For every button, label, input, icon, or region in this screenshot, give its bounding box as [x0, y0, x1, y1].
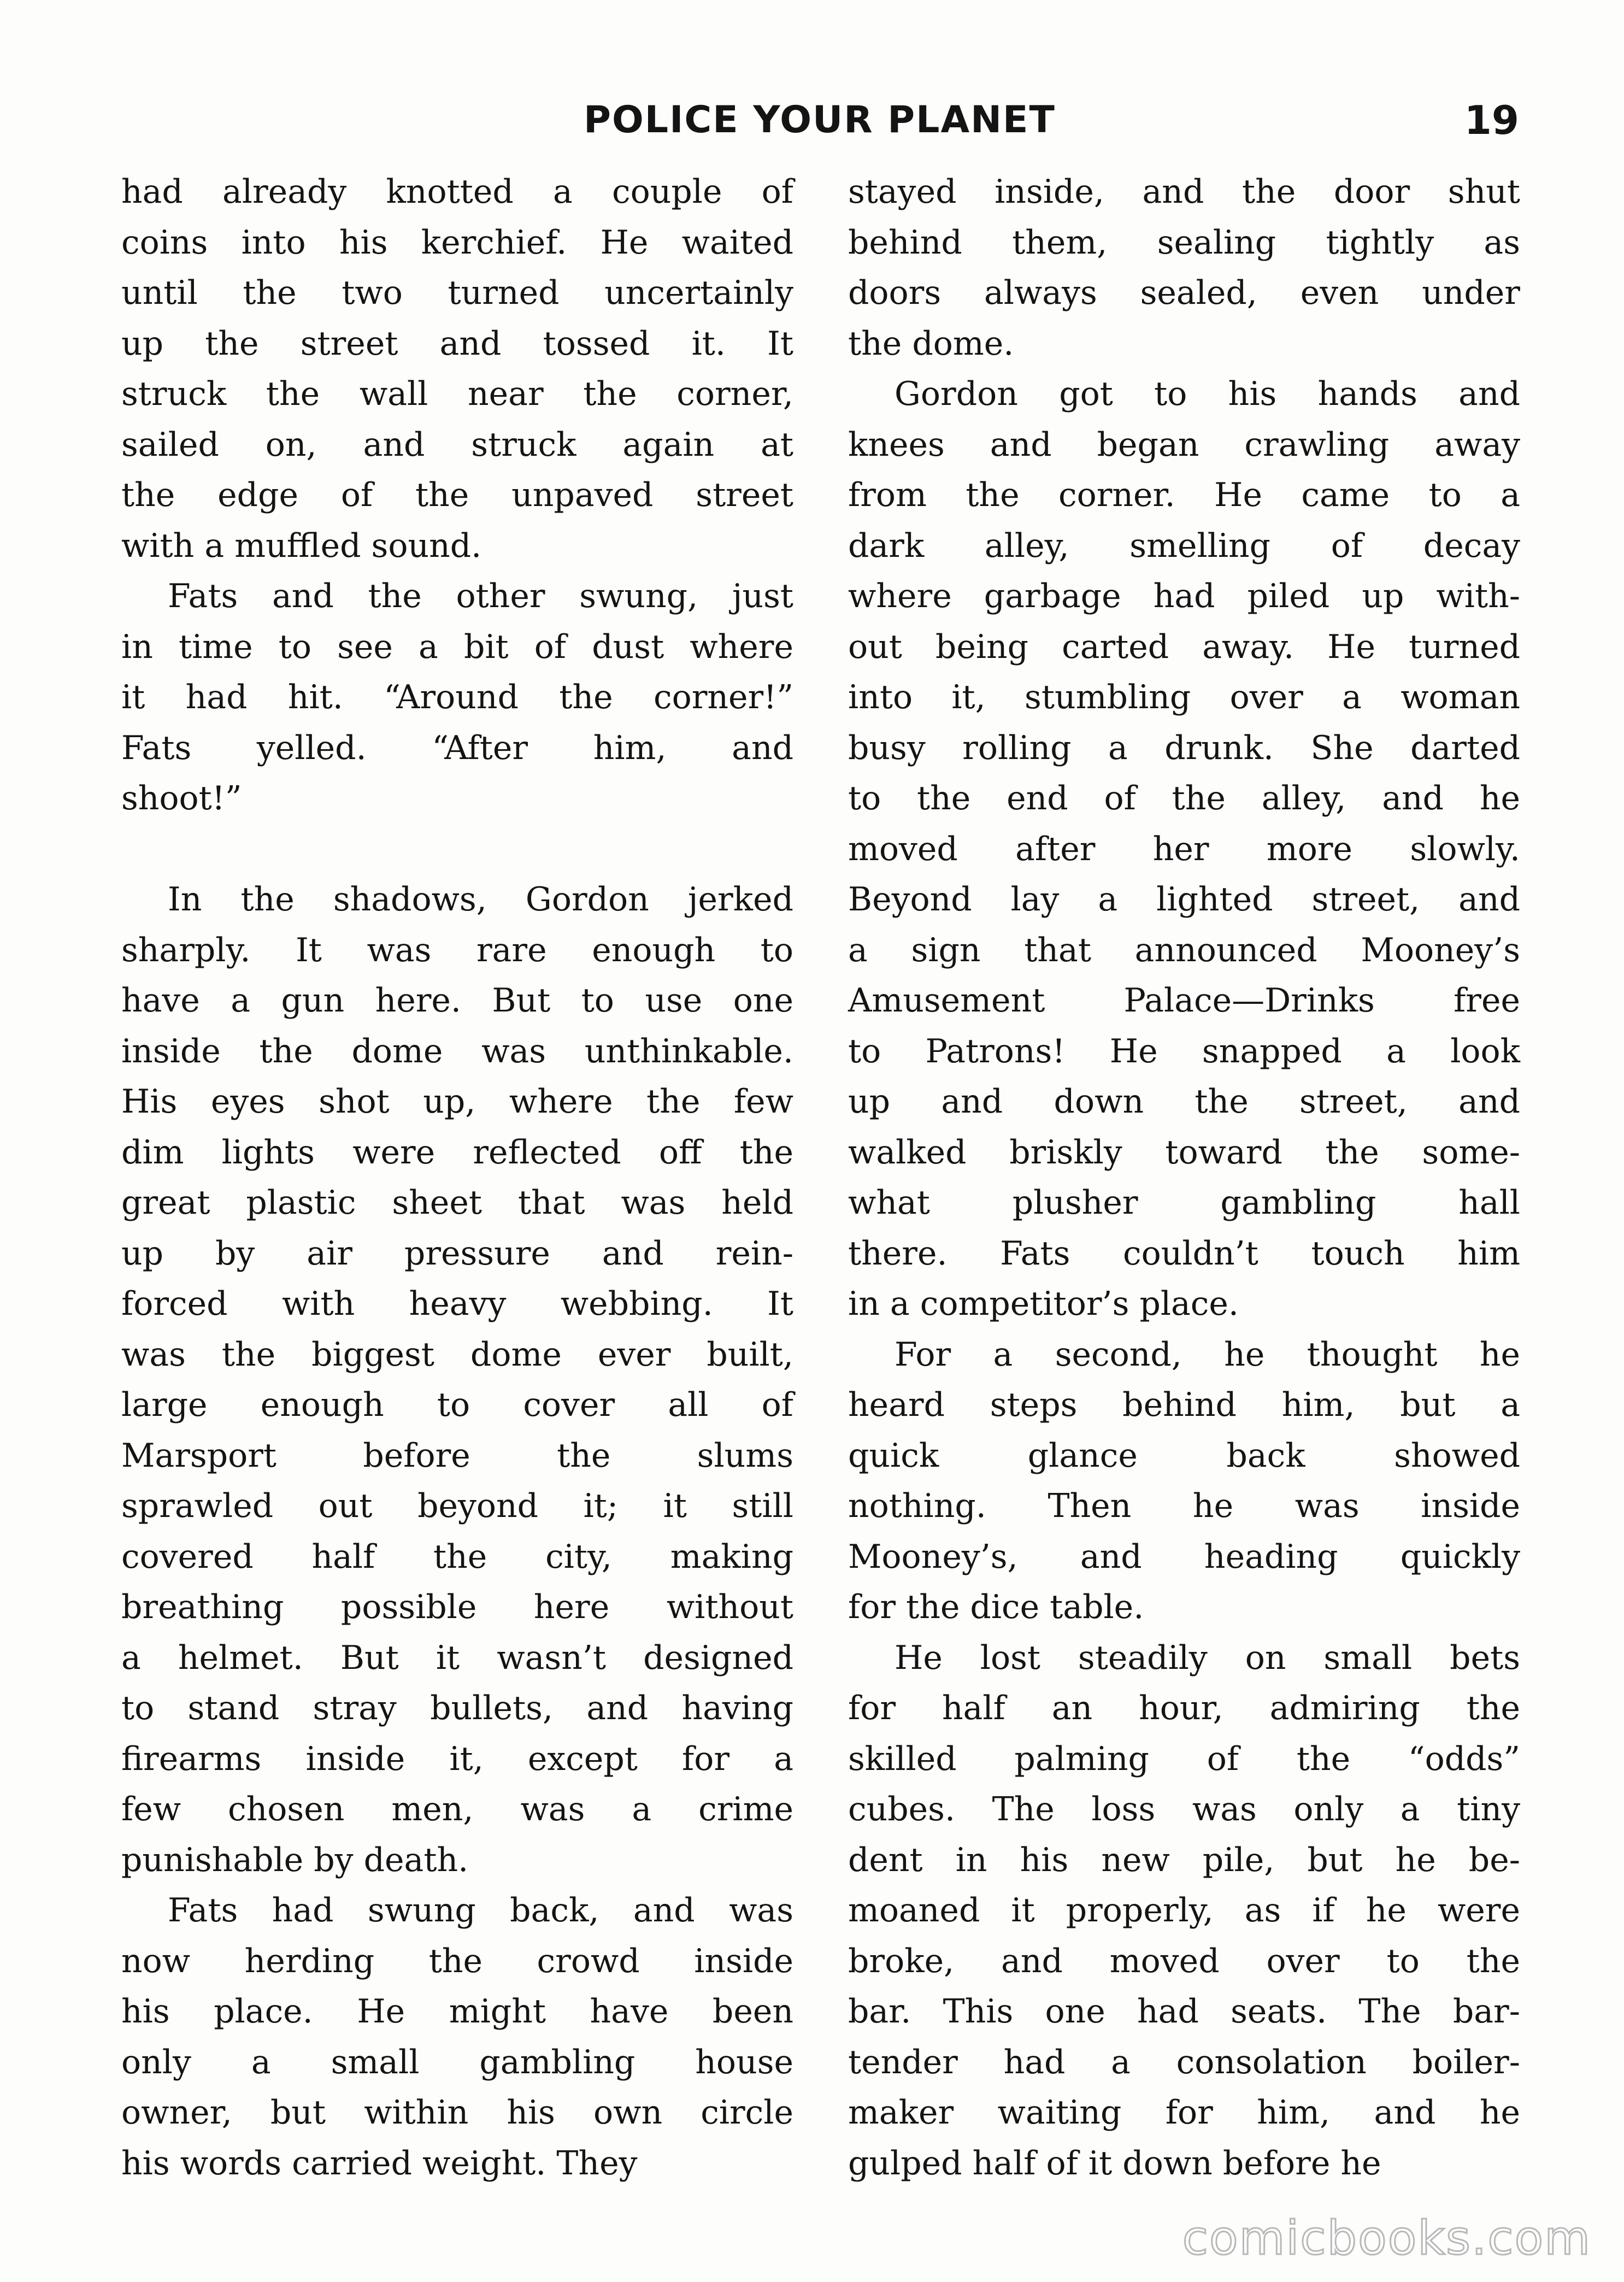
text-line: the edge of the unpaved street: [121, 476, 793, 514]
text-line: behind them, sealing tightly as: [848, 223, 1520, 262]
text-line: moved after her more slowly.: [848, 830, 1520, 868]
text-line: In the shadows, Gordon jerked: [168, 880, 793, 919]
section-break: [121, 824, 793, 875]
text-line: Gordon got to his hands and: [895, 375, 1520, 413]
text-line: punishable by death.: [121, 1840, 469, 1879]
text-line: a sign that announced Mooney’s: [848, 931, 1520, 969]
text-line: from the corner. He came to a: [848, 476, 1520, 514]
text-line: the dome.: [848, 324, 1014, 363]
text-line: had already knotted a couple of: [121, 173, 793, 211]
text-line: Fats had swung back, and was: [168, 1891, 793, 1930]
text-line: what plusher gambling hall: [848, 1184, 1520, 1222]
running-title: POLICE YOUR PLANET: [584, 98, 1056, 142]
text-line: quick glance back showed: [848, 1436, 1520, 1475]
text-line: nothing. Then he was inside: [848, 1487, 1520, 1525]
text-line: his place. He might have been: [121, 1992, 793, 2031]
text-line: firearms inside it, except for a: [121, 1739, 793, 1778]
text-line: inside the dome was unthinkable.: [121, 1032, 793, 1071]
text-line: covered half the city, making: [121, 1537, 793, 1576]
text-line: sailed on, and struck again at: [121, 425, 793, 464]
text-line: His eyes shot up, where the few: [121, 1083, 793, 1121]
text-line: moaned it properly, as if he were: [848, 1891, 1520, 1930]
text-line: only a small gambling house: [121, 2043, 793, 2081]
paragraph: [121, 167, 793, 571]
watermark: comicbooks.com: [1182, 2211, 1591, 2266]
text-line: to the end of the alley, and he: [848, 779, 1520, 817]
text-line: was the biggest dome ever built,: [121, 1335, 793, 1374]
text-line: for half an hour, admiring the: [848, 1689, 1520, 1727]
text-line: it had hit. “Around the corner!”: [121, 678, 793, 716]
text-line: busy rolling a drunk. She darted: [848, 728, 1520, 767]
text-line: He lost steadily on small bets: [895, 1638, 1520, 1677]
text-line: skilled palming of the “odds”: [848, 1739, 1520, 1778]
text-line: where garbage had piled up with-: [848, 577, 1520, 615]
paragraph: [848, 1330, 1520, 1633]
text-line: breathing possible here without: [121, 1588, 793, 1626]
text-line: gulped half of it down before he: [848, 2144, 1381, 2183]
paragraph: [121, 1885, 793, 2189]
paragraph: [848, 167, 1520, 369]
text-line: Mooney’s, and heading quickly: [848, 1537, 1520, 1576]
text-line: bar. This one had seats. The bar-: [848, 1992, 1520, 2031]
text-line: maker waiting for him, and he: [848, 2093, 1520, 2132]
text-line: stayed inside, and the door shut: [848, 173, 1520, 211]
text-line: in a competitor’s place.: [848, 1285, 1239, 1323]
text-line: Beyond lay a lighted street, and: [848, 880, 1520, 919]
text-line: walked briskly toward the some-: [848, 1133, 1520, 1172]
paragraph: [121, 571, 793, 824]
text-line: dark alley, smelling of decay: [848, 526, 1520, 565]
text-line: up the street and tossed it. It: [121, 324, 793, 363]
text-line: forced with heavy webbing. It: [121, 1285, 793, 1323]
text-line: to Patrons! He snapped a look: [848, 1032, 1520, 1071]
text-line: with a muffled sound.: [121, 526, 482, 565]
text-line: until the two turned uncertainly: [121, 274, 793, 312]
text-line: now herding the crowd inside: [121, 1942, 793, 1980]
text-line: Marsport before the slums: [121, 1436, 793, 1475]
text-line: dent in his new pile, but he be-: [848, 1840, 1520, 1879]
text-line: large enough to cover all of: [121, 1386, 793, 1424]
text-line: dim lights were reflected off the: [121, 1133, 793, 1172]
right-text-column: [848, 167, 1520, 2189]
text-line: up by air pressure and rein-: [121, 1234, 793, 1273]
text-line: coins into his kerchief. He waited: [121, 223, 793, 262]
text-line: there. Fats couldn’t touch him: [848, 1234, 1520, 1273]
text-line: Fats and the other swung, just: [168, 577, 793, 615]
text-line: up and down the street, and: [848, 1083, 1520, 1121]
paragraph: [848, 369, 1520, 1330]
text-line: great plastic sheet that was held: [121, 1184, 793, 1222]
text-line: heard steps behind him, but a: [848, 1386, 1520, 1424]
page-number: 19: [1464, 97, 1519, 143]
left-text-column: [121, 167, 793, 2189]
text-line: Amusement Palace—Drinks free: [848, 981, 1520, 1020]
page-header: [120, 93, 1519, 148]
text-line: have a gun here. But to use one: [121, 981, 793, 1020]
text-line: his words carried weight. They: [121, 2144, 638, 2183]
text-line: to stand stray bullets, and having: [121, 1689, 793, 1727]
text-line: For a second, he thought he: [895, 1335, 1520, 1374]
text-line: cubes. The loss was only a tiny: [848, 1790, 1520, 1828]
text-line: sprawled out beyond it; it still: [121, 1487, 793, 1525]
text-line: owner, but within his own circle: [121, 2093, 793, 2132]
text-line: shoot!”: [121, 779, 242, 817]
text-line: Fats yelled. “After him, and: [121, 728, 793, 767]
text-line: struck the wall near the corner,: [121, 375, 793, 413]
text-line: doors always sealed, even under: [848, 274, 1520, 312]
text-line: tender had a consolation boiler-: [848, 2043, 1520, 2081]
text-line: sharply. It was rare enough to: [121, 931, 793, 969]
text-line: broke, and moved over to the: [848, 1942, 1520, 1980]
text-line: a helmet. But it wasn’t designed: [121, 1638, 793, 1677]
text-line: out being carted away. He turned: [848, 627, 1520, 666]
text-line: in time to see a bit of dust where: [121, 627, 793, 666]
paragraph: [848, 1633, 1520, 2189]
text-line: into it, stumbling over a woman: [848, 678, 1520, 716]
text-line: knees and began crawling away: [848, 425, 1520, 464]
paragraph: [121, 874, 793, 1885]
text-line: few chosen men, was a crime: [121, 1790, 793, 1828]
text-line: for the dice table.: [848, 1588, 1144, 1626]
